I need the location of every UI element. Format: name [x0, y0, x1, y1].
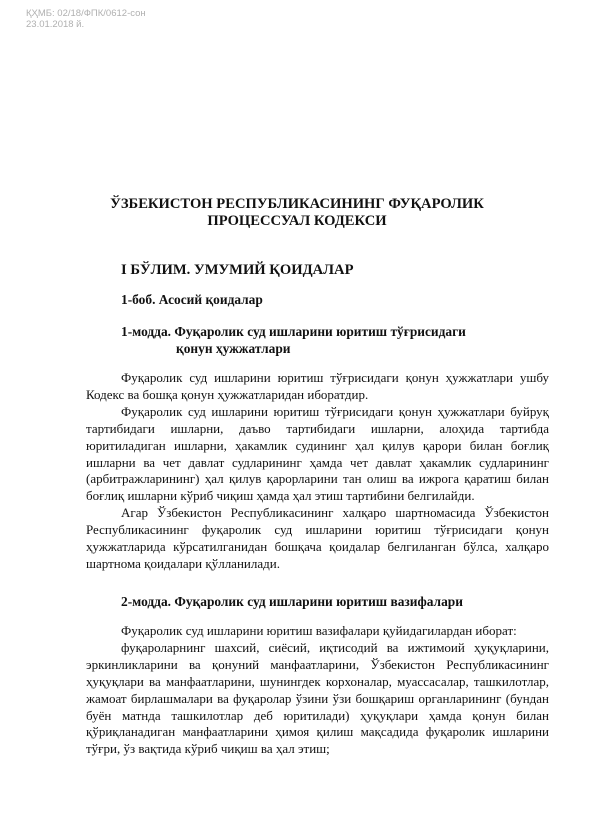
registration-date: 23.01.2018 й.: [26, 19, 85, 30]
section-heading: I БЎЛИМ. УМУМИЙ ҚОИДАЛАР: [121, 262, 354, 278]
article-1-heading-line-2: қонун ҳужжатлари: [176, 340, 291, 356]
article-1-heading-line-1: 1-модда. Фуқаролик суд ишларини юритиш тўғрисидаги: [121, 324, 466, 339]
document-title-line-1: ЎЗБЕКИСТОН РЕСПУБЛИКАСИНИНГ ФУҚАРОЛИК: [110, 196, 484, 212]
article-1-body: [86, 370, 549, 573]
registration-stamp: [26, 8, 146, 30]
registration-number: ҚҲМБ: 02/18/ФПК/0612-сон: [26, 8, 146, 19]
article-1-paragraph: Фуқаролик суд ишларини юритиш тўғрисидаги қонун ҳужжатлари ушбу Кодекс ва бошқа қонун ҳужжатларидан иборатдир.: [86, 370, 549, 402]
article-2-heading: 2-модда. Фуқаролик суд ишларини юритиш вазифалари: [121, 594, 463, 609]
document-title: [0, 196, 594, 230]
document-title-line-2: ПРОЦЕССУАЛ КОДЕКСИ: [207, 213, 387, 229]
article-2-body: [86, 623, 549, 758]
article-2-paragraph: фуқароларнинг шахсий, сиёсий, иқтисодий ва ижтимоий ҳуқуқларини, эркинликларини ва қонуний манфаатларини, Ўзбекистон Республикасининг ҳуқуқлари ва манфаатларини, шунингдек корхоналар, муассасалар, ташкилотлар, жамоат бирлашмалари ва фуқаролар ўзини ўзи бошқариш органларининг (бундан буён матнда ташкилотлар деб юритилади) ҳуқуқлари ҳамда қонун билан қўриқланадиган манфаатларини ҳимоя қилиш мақсадида фуқаролик ишларини тўғри, ўз вақтида кўриб чиқиш ва ҳал этиш;: [86, 639, 549, 757]
article-1-paragraph: Фуқаролик суд ишларини юритиш тўғрисидаги қонун ҳужжатлари буйруқ тартибидаги ишларни, даъво тартибидаги ишларни, алоҳида тартибда юритиладиган ишларни, ҳакамлик судининг ҳал қилув қарори билан боғлиқ ишларни ва чет давлат судларининг ҳамда чет давлат ҳакамлик судларининг (арбитражларининг) ҳал қилув қарорларини тан олиш ва ижрога қаратиш билан боғлиқ ишларни кўриб чиқиш ҳамда ҳал этиш тартибини белгилайди.: [86, 403, 549, 504]
article-2-paragraph: Фуқаролик суд ишларини юритиш вазифалари қуйидагилардан иборат:: [121, 623, 517, 638]
chapter-heading: 1-боб. Асосий қоидалар: [121, 292, 263, 307]
article-1-paragraph: Агар Ўзбекистон Республикасининг халқаро шартномасида Ўзбекистон Республикасининг фуқаролик суд ишларини юритиш тўғрисидаги қонун ҳужжатларида кўрсатилганидан бошқача қоидалар белгиланган бўлса, халқаро шартнома қоидалари қўлланилади.: [86, 505, 549, 571]
article-1-heading: [121, 324, 466, 358]
